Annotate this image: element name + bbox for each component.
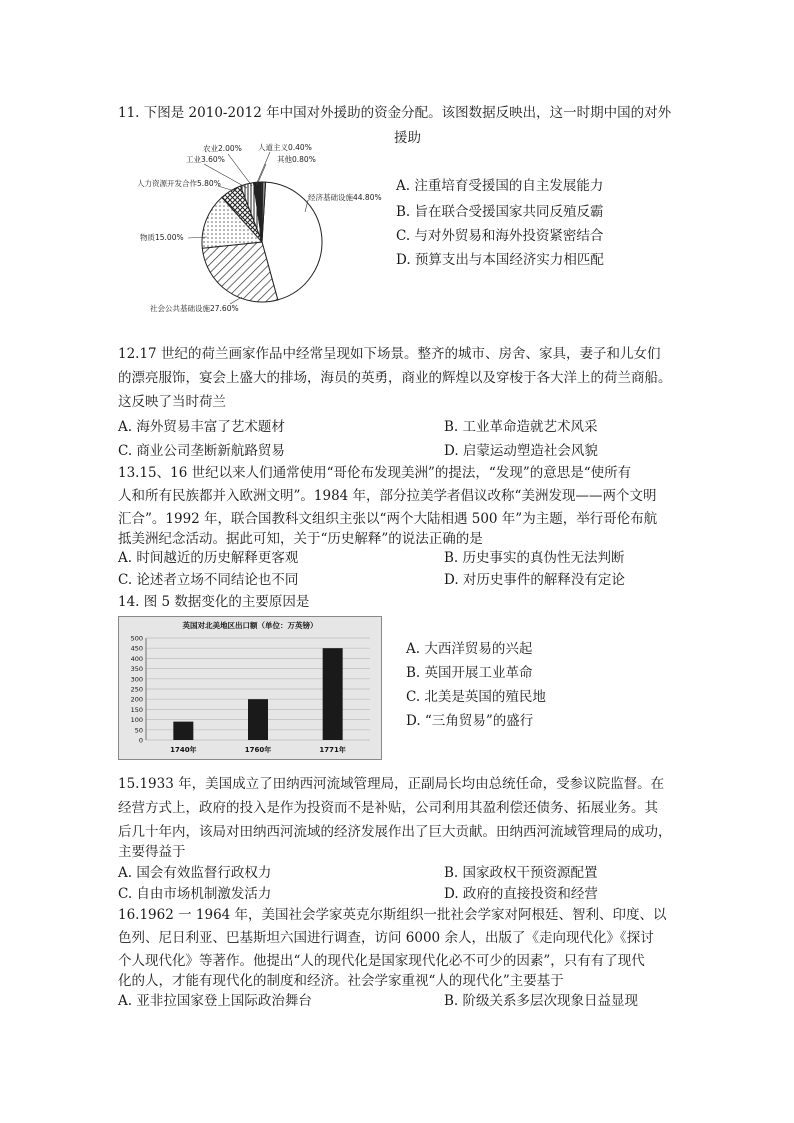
pie-label-economic: 经济基础设施44.80% [308,193,382,202]
q16-line1: 16.1962 一 1964 年，美国社会学家英克尔斯组织一批社会学家对阿根廷、智利、印度、以 [118,907,667,923]
q11-option-a[interactable]: A. 注重培育受援国的自主发展能力 [396,178,604,194]
bar-1740年 [173,722,193,740]
bar-y-tick-label: 400 [130,654,143,663]
bar-y-tick-label: 100 [130,716,143,725]
q13-option-c[interactable]: C. 论述者立场不同结论也不同 [118,572,299,588]
q14-bar-chart [118,616,382,760]
q13-line1: 13.15、16 世纪以来人们通常使用“哥伦布发现美洲”的提法，“发现”的意思是“使所有 [118,465,632,481]
q14-stem: 14. 图 5 数据变化的主要原因是 [118,594,310,610]
q16-line4: 化的人，才能有现代化的制度和经济。社会学家重视“人的现代化”主要基于 [118,973,564,989]
bar-x-tick-label: 1760年 [244,746,272,754]
bar-1771年 [323,648,343,740]
q13-line3: 汇合”。1992 年，联合国教科文组织主张以“两个大陆相遇 500 年”为主题，举行哥伦布航 [118,511,658,527]
pie-label-hr: 人力资源开发合作5.80% [137,179,221,188]
bar-y-tick-label: 250 [130,685,143,694]
bar-y-tick-label: 50 [134,726,143,735]
q15-line1: 15.1933 年，美国成立了田纳西河流域管理局，正副局长均由总统任命，受参议院监督。在 [118,776,665,792]
q11-stem-line1: 11. 下图是 2010-2012 年中国对外援助的资金分配。该图数据反映出，这一时期中国的对外 [118,105,672,121]
q14-option-d[interactable]: D. “三角贸易”的盛行 [406,713,534,729]
pie-label-agriculture: 农业2.00% [203,144,242,153]
q15-option-b[interactable]: B. 国家政权干预资源配置 [444,865,598,881]
bar-y-tick-label: 450 [130,644,143,653]
q15-option-a[interactable]: A. 国会有效监督行政权力 [118,865,272,881]
pie-label-industry: 工业3.60% [186,155,225,164]
bar-x-tick-label: 1740年 [170,746,197,754]
bar-y-tick-label: 300 [130,675,143,684]
q15-line2: 经营方式上，政府的投入是作为投资而不是补贴，公司利用其盈利偿还债务、拓展业务。其 [118,800,658,816]
q12-option-c[interactable]: C. 商业公司垄断新航路贸易 [118,443,285,459]
q12-line3: 这反映了当时荷兰 [118,394,226,410]
pie-label-humanitarian: 人道主义0.40% [258,143,312,152]
q15-option-d[interactable]: D. 政府的直接投资和经营 [444,886,598,902]
q11-pie-chart [130,140,400,320]
q11-stem-line2: 援助 [394,130,421,146]
q13-option-b[interactable]: B. 历史事实的真伪性无法判断 [444,550,625,566]
q12-line1: 12.17 世纪的荷兰画家作品中经常呈现如下场景。整齐的城市、房舍、家具，妻子和儿女们 [118,346,661,362]
q13-line2: 人和所有民族都并入欧洲文明”。1984 年，部分拉美学者倡议改称“美洲发现——两个文明 [118,488,657,504]
bar-1760年 [248,699,268,740]
q14-option-b[interactable]: B. 英国开展工业革命 [406,665,533,681]
q16-line3: 个人现代化》等著作。他提出“人的现代化是国家现代化必不可少的因素”，只有有了现代 [118,953,645,969]
q13-option-d[interactable]: D. 对历史事件的解释没有定论 [444,572,625,588]
bar-y-tick-label: 200 [130,695,143,704]
bar-y-tick-label: 0 [138,736,143,745]
pie-label-materials: 物质15.00% [140,233,184,242]
pie-label-social: 社会公共基础设施27.60% [150,304,239,313]
q16-option-a[interactable]: A. 亚非拉国家登上国际政治舞台 [118,993,312,1009]
bar-y-tick-label: 500 [130,634,143,643]
q15-line3: 后几十年内，该局对田纳西河流域的经济发展作出了巨大贡献。田纳西河流域管理局的成功， [118,824,672,840]
q12-option-b[interactable]: B. 工业革命造就艺术风采 [444,419,598,435]
bar-x-tick-label: 1771年 [319,746,346,754]
q15-line4: 主要得益于 [118,844,186,860]
q12-option-a[interactable]: A. 海外贸易丰富了艺术题材 [118,419,285,435]
q16-option-b[interactable]: B. 阶级关系多层次现象日益显现 [444,993,639,1009]
q12-option-d[interactable]: D. 启蒙运动塑造社会风貌 [444,443,598,459]
q11-option-c[interactable]: C. 与对外贸易和海外投资紧密结合 [396,228,604,244]
q12-line2: 的漂亮服饰，宴会上盛大的排场，海员的英勇，商业的辉煌以及穿梭于各大洋上的荷兰商船。 [118,370,672,386]
q15-option-c[interactable]: C. 自由市场机制激发活力 [118,886,272,902]
bar-chart-title: 英国对北美地区出口额（单位：万英镑） [182,621,318,630]
q14-option-a[interactable]: A. 大西洋贸易的兴起 [406,641,533,657]
q13-option-a[interactable]: A. 时间越近的历史解释更客观 [118,550,299,566]
pie-label-other: 其他0.80% [277,155,316,164]
q11-option-d[interactable]: D. 预算支出与本国经济实力相匹配 [396,252,604,268]
q16-line2: 色列、尼日利亚、巴基斯坦六国进行调查，访问 6000 余人，出版了《走向现代化》《探讨 [118,930,654,946]
q14-option-c[interactable]: C. 北美是英国的殖民地 [406,689,546,705]
bar-y-tick-label: 150 [130,705,143,714]
bar-y-tick-label: 350 [130,665,143,674]
q13-line4: 抵美洲纪念活动。据此可知，关于“历史解释”的说法正确的是 [118,531,483,547]
q11-option-b[interactable]: B. 旨在联合受援国家共同反殖反霸 [396,204,604,220]
